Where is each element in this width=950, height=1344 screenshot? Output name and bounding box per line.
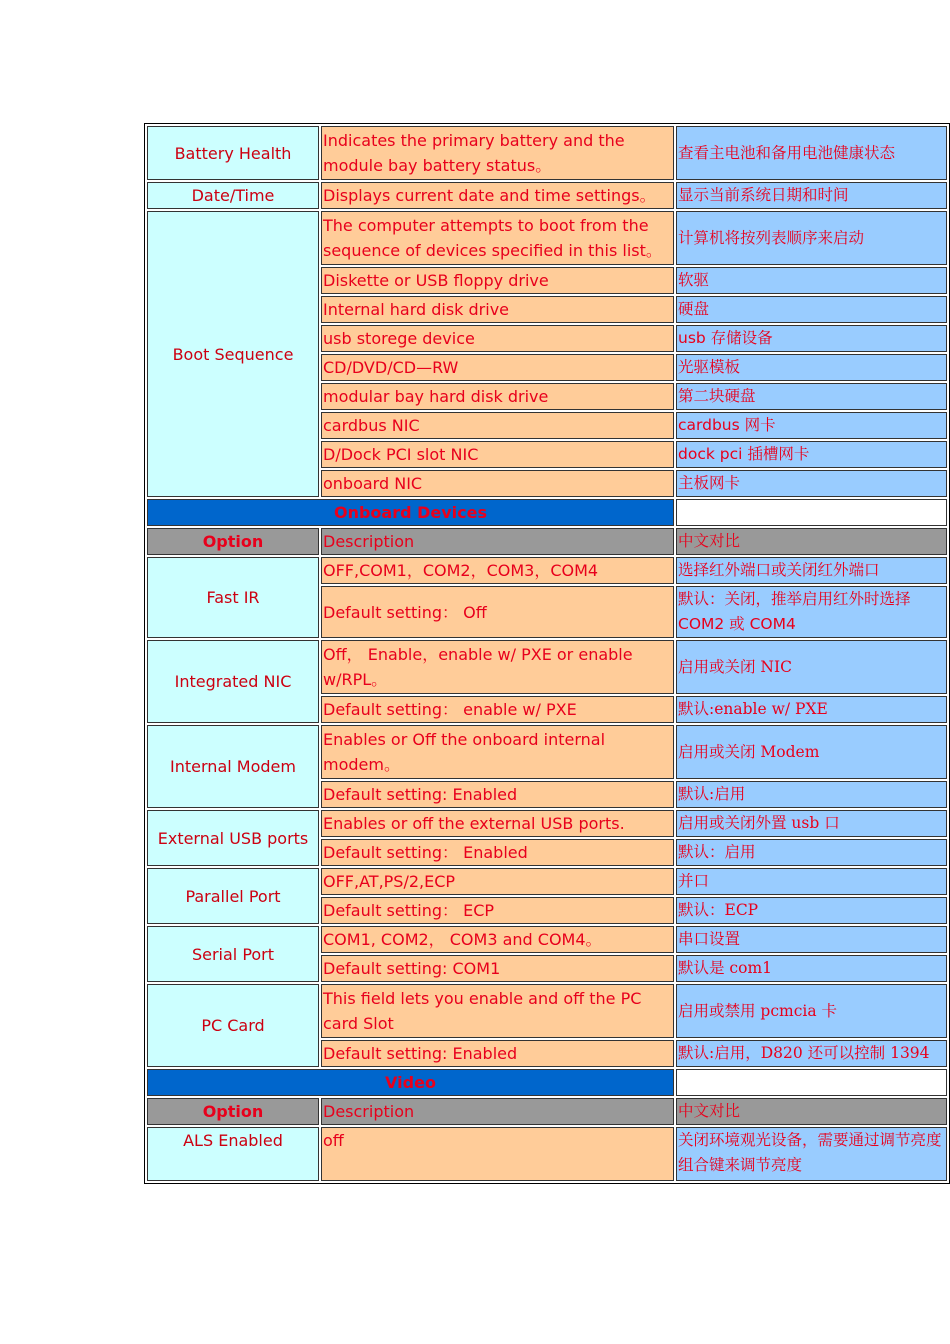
chinese-serial-port: 串口设置	[676, 926, 947, 953]
table-row	[147, 126, 947, 180]
default-pc-card-cn: 默认:启用，D820 还可以控制 1394	[676, 1040, 947, 1067]
table-row	[147, 926, 947, 953]
boot-item-dock-pci: D/Dock PCI slot NIC	[321, 441, 674, 468]
table-row	[147, 182, 947, 209]
boot-item-usb-cn-text: 存储设备	[710, 329, 773, 347]
default-integrated-nic-cn: 默认:enable w/ PXE	[676, 696, 947, 723]
description-als-enabled: off	[321, 1127, 674, 1181]
description-battery-health: Indicates the primary battery and the module bay battery status。	[321, 126, 674, 180]
option-als-enabled: ALS Enabled	[147, 1127, 319, 1181]
description-serial-port: COM1, COM2， COM3 and COM4。	[321, 926, 674, 953]
chinese-parallel-port: 并口	[676, 868, 947, 895]
table-row	[147, 211, 947, 265]
boot-item-floppy-cn: 软驱	[676, 267, 947, 294]
header-option: Option	[147, 1098, 319, 1125]
chinese-integrated-nic: 启用或关闭 NIC	[676, 640, 947, 694]
boot-item-onboard-nic-cn: 主板网卡	[676, 470, 947, 497]
table-row	[147, 725, 947, 779]
option-integrated-nic: Integrated NIC	[147, 640, 319, 723]
section-title-video: Video	[147, 1069, 674, 1096]
section-blank-cell	[676, 1069, 947, 1096]
chinese-battery-health: 查看主电池和备用电池健康状态	[676, 126, 947, 180]
default-external-usb-cn: 默认：启用	[676, 839, 947, 866]
default-fast-ir-cn-line2: COM2 或 COM4	[678, 615, 796, 633]
boot-item-dock-pci-cn-latin: dock pci	[678, 445, 748, 463]
default-internal-modem: Default setting: Enabled	[321, 781, 674, 808]
description-parallel-port: OFF,AT,PS/2,ECP	[321, 868, 674, 895]
boot-item-usb: usb storege device	[321, 325, 674, 352]
section-row	[147, 1069, 947, 1096]
boot-item-cd-cn: 光驱模板	[676, 354, 947, 381]
default-parallel-port-cn: 默认：ECP	[676, 897, 947, 924]
header-chinese: 中文对比	[676, 1098, 947, 1125]
chinese-internal-modem: 启用或关闭 Modem	[676, 725, 947, 779]
default-external-usb: Default setting： Enabled	[321, 839, 674, 866]
description-internal-modem: Enables or Off the onboard internal modem。	[321, 725, 674, 779]
default-serial-port: Default setting: COM1	[321, 955, 674, 982]
option-internal-modem: Internal Modem	[147, 725, 319, 808]
boot-item-onboard-nic: onboard NIC	[321, 470, 674, 497]
default-integrated-nic: Default setting： enable w/ PXE	[321, 696, 674, 723]
table-row	[147, 557, 947, 584]
description-boot-sequence: The computer attempts to boot from the sequence of devices specified in this list。	[321, 211, 674, 265]
default-fast-ir: Default setting： Off	[321, 586, 674, 638]
description-external-usb: Enables or off the external USB ports.	[321, 810, 674, 837]
option-battery-health: Battery Health	[147, 126, 319, 180]
default-parallel-port: Default setting： ECP	[321, 897, 674, 924]
table-row	[147, 810, 947, 837]
header-description: Description	[321, 528, 674, 555]
boot-item-modular-bay-cn: 第二块硬盘	[676, 383, 947, 410]
description-fast-ir: OFF,COM1，COM2，COM3，COM4	[321, 557, 674, 584]
boot-item-cardbus-cn-latin: cardbus	[678, 416, 745, 434]
option-external-usb: External USB ports	[147, 810, 319, 866]
header-row	[147, 1098, 947, 1125]
default-fast-ir-cn	[676, 586, 947, 638]
table-row	[147, 640, 947, 694]
section-blank-cell	[676, 499, 947, 526]
table-row	[147, 868, 947, 895]
boot-item-modular-bay: modular bay hard disk drive	[321, 383, 674, 410]
chinese-boot-sequence: 计算机将按列表顺序来启动	[676, 211, 947, 265]
option-parallel-port: Parallel Port	[147, 868, 319, 924]
boot-item-hdd: Internal hard disk drive	[321, 296, 674, 323]
header-row	[147, 528, 947, 555]
option-serial-port: Serial Port	[147, 926, 319, 982]
option-boot-sequence: Boot Sequence	[147, 211, 319, 497]
boot-item-floppy: Diskette or USB floppy drive	[321, 267, 674, 294]
boot-item-dock-pci-cn-text: 插槽网卡	[747, 445, 810, 463]
header-description: Description	[321, 1098, 674, 1125]
section-title-onboard-devices: Onboard Devices	[147, 499, 674, 526]
chinese-external-usb: 启用或关闭外置 usb 口	[676, 810, 947, 837]
boot-item-cd: CD/DVD/CD—RW	[321, 354, 674, 381]
boot-item-cardbus: cardbus NIC	[321, 412, 674, 439]
chinese-pc-card: 启用或禁用 pcmcia 卡	[676, 984, 947, 1038]
default-pc-card: Default setting: Enabled	[321, 1040, 674, 1067]
header-option: Option	[147, 528, 319, 555]
boot-item-hdd-cn: 硬盘	[676, 296, 947, 323]
option-pc-card: PC Card	[147, 984, 319, 1067]
default-serial-port-cn: 默认是 com1	[676, 955, 947, 982]
section-row	[147, 499, 947, 526]
default-fast-ir-cn-line1: 默认：关闭，推举启用红外时选择	[678, 590, 911, 608]
bios-settings-table	[144, 123, 950, 1184]
boot-item-dock-pci-cn	[676, 441, 947, 468]
table-row	[147, 984, 947, 1038]
description-date-time: Displays current date and time settings。	[321, 182, 674, 209]
boot-item-cardbus-cn	[676, 412, 947, 439]
option-fast-ir: Fast IR	[147, 557, 319, 638]
boot-item-cardbus-cn-text: 网卡	[744, 416, 776, 434]
chinese-date-time: 显示当前系统日期和时间	[676, 182, 947, 209]
description-integrated-nic: Off， Enable，enable w/ PXE or enable w/RPL。	[321, 640, 674, 694]
chinese-fast-ir: 选择红外端口或关闭红外端口	[676, 557, 947, 584]
default-internal-modem-cn: 默认:启用	[676, 781, 947, 808]
chinese-als-enabled: 关闭环境观光设备，需要通过调节亮度组合键来调节亮度	[676, 1127, 947, 1181]
boot-item-usb-cn-latin: usb	[678, 329, 711, 347]
option-date-time: Date/Time	[147, 182, 319, 209]
header-chinese: 中文对比	[676, 528, 947, 555]
table-row	[147, 1127, 947, 1181]
description-pc-card: This field lets you enable and off the PC card Slot	[321, 984, 674, 1038]
boot-item-usb-cn	[676, 325, 947, 352]
